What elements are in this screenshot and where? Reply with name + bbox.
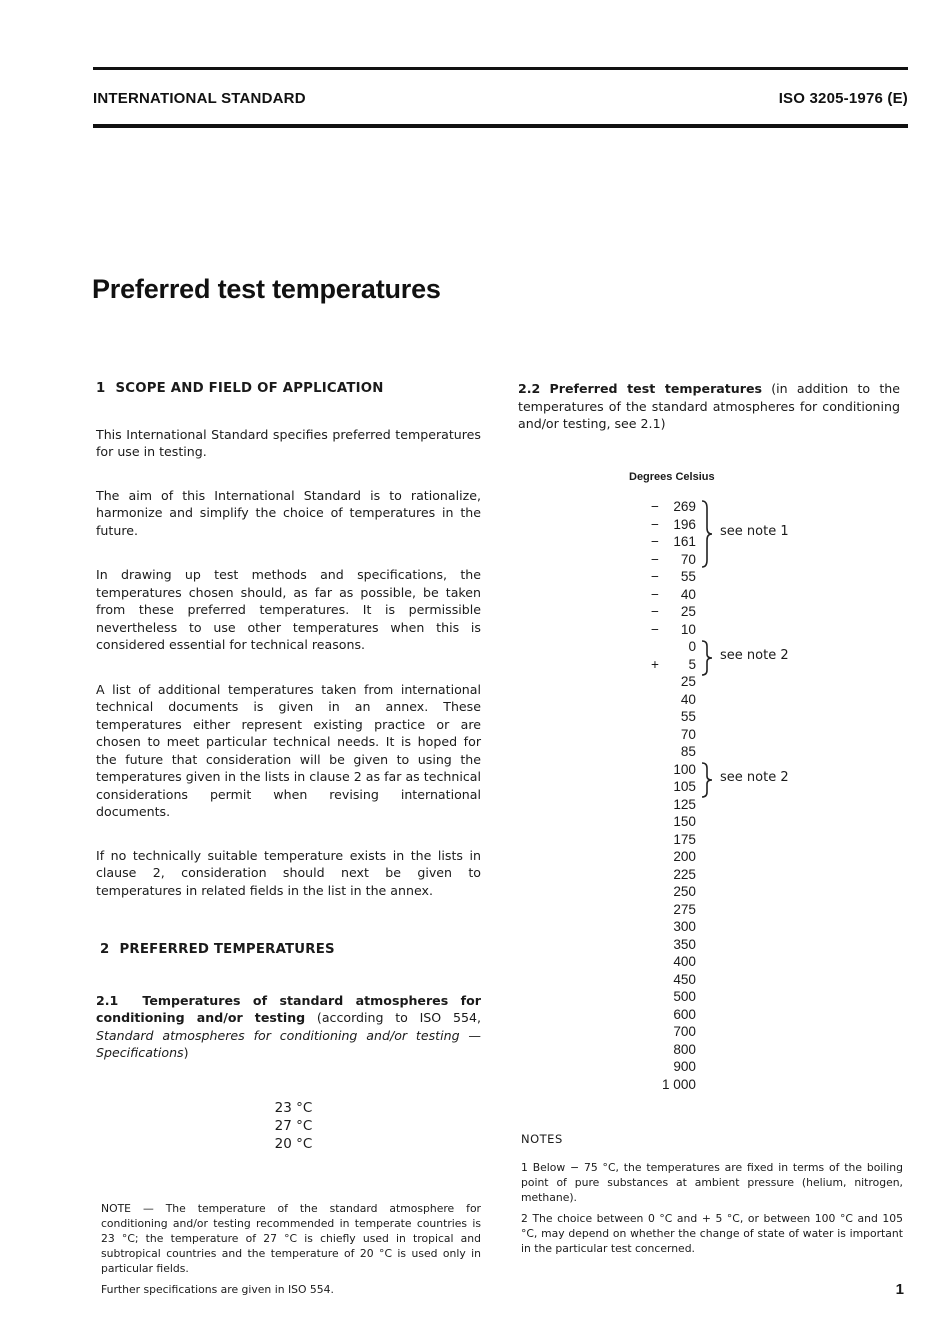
notes-heading: NOTES [521, 1132, 563, 1146]
temp-row [640, 796, 700, 814]
subsection-2-1-title: Temperatures of standard atmospheres for conditioning and/or testing [96, 992, 481, 1025]
atmosphere-note: NOTE — The temperature of the standard atmosphere for conditioning and/or testing recommended in temperate countries is 23 °C; the temperature of 27 °C is chiefly used in tropical and subtropical countries and the temperature of 20 °C is used only in particular fields. [101, 1201, 481, 1275]
brace-icon [700, 762, 714, 798]
standard-number: ISO 3205-1976 (E) [778, 90, 908, 107]
subsection-2-1-ref: (according to ISO 554, [305, 1010, 481, 1025]
section-1-number: 1 [96, 381, 106, 396]
brace-note-3: see note 2 [720, 770, 789, 785]
subsection-2-1 [96, 992, 481, 1062]
temp-value: 700 [673, 1024, 696, 1039]
temp-row [640, 673, 700, 691]
brace-note-2: see note 2 [720, 648, 789, 663]
temp-value: 161 [673, 534, 696, 549]
temp-value: 25 [680, 604, 696, 619]
temp-value: 500 [673, 989, 696, 1004]
subsection-2-1-ref-title: Standard atmospheres for conditioning and/or testing — Specifications [96, 1027, 481, 1060]
temp-row [640, 1076, 700, 1094]
section-2-number: 2 [100, 942, 110, 957]
temp-value: 400 [673, 954, 696, 969]
temp-sign: − [651, 586, 659, 602]
temp-value: 300 [673, 919, 696, 934]
temp-row [640, 901, 700, 919]
section-1-heading [96, 380, 481, 398]
subsection-2-2-number: 2.2 [518, 381, 541, 396]
temp-value: 55 [680, 569, 696, 584]
temp-row [640, 516, 700, 534]
further-specifications: Further specifications are given in ISO 554. [101, 1282, 334, 1296]
temp-sign: + [651, 656, 659, 672]
temp-value: 70 [680, 551, 696, 567]
temp-row [640, 743, 700, 761]
section-2-heading [96, 941, 481, 959]
temp-row [640, 918, 700, 936]
temp-row [640, 883, 700, 901]
temp-sign: − [651, 516, 659, 532]
scope-paragraph-4: A list of additional temperatures taken from international technical documents is given in an annex. These temperatures either represent existing practice or are chosen to meet particular technical needs. It is hoped for the future that consideration will be given to using the temperatures given in the lists in clause 2 as far as technical considerations permit when revising international documents. [96, 681, 481, 819]
subsection-2-2-desc: (in addition to the temperatures of the standard atmospheres for conditioning and/or testing, see 2.1) [518, 381, 900, 431]
temp-value: 800 [673, 1041, 696, 1057]
temp-row [640, 691, 700, 709]
temp-value: 0 [688, 639, 696, 654]
section-2-title: PREFERRED TEMPERATURES [119, 942, 335, 957]
header-rule-top [93, 67, 908, 70]
left-column [96, 380, 481, 1297]
temp-value: 105 [673, 779, 696, 794]
subsection-2-1-close: ) [183, 1045, 189, 1060]
unit-label: Degrees Celsius [629, 471, 715, 483]
document-type-label: INTERNATIONAL STANDARD [93, 90, 306, 107]
temp-row [640, 971, 700, 989]
temp-row [640, 866, 700, 884]
brace-note-1: see note 1 [720, 524, 789, 539]
temp-sign: − [651, 551, 659, 567]
temp-row [640, 551, 700, 569]
temp-row [640, 1058, 700, 1076]
brace-icon [700, 640, 714, 676]
notes-section [521, 1132, 903, 1262]
atmosphere-temp-27: 27 °C [274, 1117, 313, 1134]
scope-paragraph-3: In drawing up test methods and specifications, the temperatures chosen should, as far as possible, be taken from these preferred temperatures. It is permissible nevertheless to use other temperatures when this is considered essential for technical reasons. [96, 567, 481, 652]
section-1-title: SCOPE AND FIELD OF APPLICATION [115, 381, 384, 396]
temp-value: 70 [680, 726, 696, 742]
temp-value: 250 [673, 884, 696, 899]
temp-value: 10 [680, 621, 696, 637]
temp-row [640, 813, 700, 831]
note-2: 2 The choice between 0 °C and + 5 °C, or between 100 °C and 105 °C, may depend on whether the change of state of water is important in the particular test concerned. [521, 1212, 903, 1255]
temp-value: 125 [673, 796, 696, 812]
subsection-2-2-title: Preferred test temperatures [549, 381, 763, 396]
temp-row [640, 988, 700, 1006]
subsection-2-2 [518, 380, 900, 433]
temp-value: 600 [673, 1006, 696, 1022]
temp-value: 196 [673, 516, 696, 532]
temp-value: 40 [680, 586, 696, 602]
temp-row [640, 953, 700, 971]
atmosphere-temp-23: 23 °C [274, 1099, 313, 1116]
temp-sign: − [651, 499, 659, 514]
temp-row [640, 831, 700, 849]
temp-row [640, 498, 700, 516]
temp-value: 275 [673, 901, 696, 917]
temp-value: 1 000 [661, 1076, 696, 1092]
temp-value: 200 [673, 849, 696, 864]
temp-row [640, 936, 700, 954]
page-title: Preferred test temperatures [92, 274, 441, 304]
temp-row [640, 1023, 700, 1041]
temp-row [640, 603, 700, 621]
temp-row [640, 1006, 700, 1024]
temp-row [640, 621, 700, 639]
subsection-2-1-number: 2.1 [96, 992, 119, 1008]
temp-row [640, 1041, 700, 1059]
temp-row [640, 586, 700, 604]
standard-atmosphere-temperatures [96, 1099, 481, 1153]
temp-value: 100 [673, 761, 696, 777]
temp-row [640, 533, 700, 551]
temp-sign: − [651, 534, 659, 549]
temp-row [640, 708, 700, 726]
temp-value: 350 [673, 936, 696, 952]
scope-paragraph-2: The aim of this International Standard is to rationalize, harmonize and simplify the choice of temperatures in the future. [96, 487, 481, 538]
temp-row [640, 778, 700, 796]
header-rule-bottom [93, 124, 908, 128]
temp-value: 5 [688, 656, 696, 672]
note-1: 1 Below − 75 °C, the temperatures are fixed in terms of the boiling point of pure substances at ambient pressure (helium, nitrogen, methane). [521, 1161, 903, 1204]
temp-row [640, 848, 700, 866]
temp-value: 25 [680, 674, 696, 689]
preferred-temperature-list [640, 498, 700, 1093]
temp-value: 225 [673, 866, 696, 882]
temp-value: 85 [680, 744, 696, 759]
temp-value: 269 [673, 499, 696, 514]
temp-value: 450 [673, 971, 696, 987]
right-column [518, 380, 900, 433]
temp-sign: − [651, 569, 659, 584]
temp-value: 40 [680, 691, 696, 707]
temp-row [640, 761, 700, 779]
temp-sign: − [651, 604, 659, 619]
temp-row [640, 656, 700, 674]
temp-row [640, 638, 700, 656]
temp-row [640, 568, 700, 586]
temp-value: 175 [673, 831, 696, 847]
scope-paragraph-5: If no technically suitable temperature exists in the lists in clause 2, consideration should next be given to temperatures in related fields in the list in the annex. [96, 847, 481, 898]
atmosphere-temp-20: 20 °C [274, 1135, 313, 1152]
temp-sign: − [651, 621, 659, 637]
page-number: 1 [895, 1281, 904, 1298]
brace-icon [700, 500, 714, 568]
scope-paragraph-1: This International Standard specifies preferred temperatures for use in testing. [96, 426, 481, 459]
temp-value: 55 [680, 709, 696, 724]
temp-row [640, 726, 700, 744]
temp-value: 150 [673, 814, 696, 829]
temp-value: 900 [673, 1059, 696, 1074]
